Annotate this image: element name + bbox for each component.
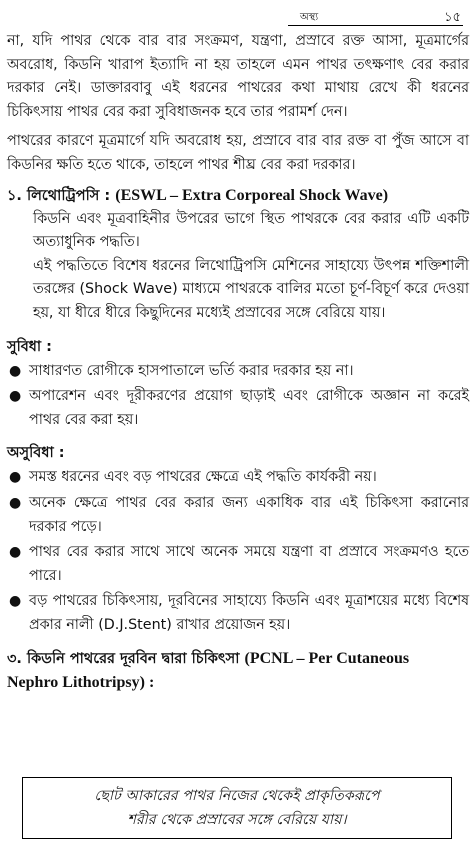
running-head: অস্থ্য <box>300 12 319 23</box>
bullet-icon: ● <box>9 469 22 486</box>
bullet-icon: ● <box>9 494 22 511</box>
bullet-icon: ● <box>9 593 22 610</box>
section-1-paragraph-2: এই পদ্ধতিতে বিশেষ ধরনের লিথোট্রিপসি মেশিনের সাহায্যে উৎপন্ন শক্তিশালী তরঙ্গের (Shock Wave) মাধ্যমে পাথরকে বালির মতো চূর্ণ-বিচূর্ণ করে দেওয়া হয়, যা ধীরে ধীরে কিছুদিনের মধ্যেই প্রস্রাবের সঙ্গে বেরিয়ে যায়। <box>33 257 469 321</box>
section-3-number: ৩. <box>7 651 22 668</box>
section-1-paragraph-1: কিডনি এবং মূত্রবাহিনীর উপরের ভাগে স্থিত পাথরকে বের করার এটি একটি অত্যাধুনিক পদ্ধতি। <box>33 210 469 251</box>
section-3-title-en-line2: Nephro Lithotripsy) : <box>7 674 155 692</box>
callout-line-2: শরীর থেকে প্রস্রাবের সঙ্গে বেরিয়ে যায়। <box>127 812 347 828</box>
page-body <box>7 30 469 695</box>
callout-line-1: ছোট আকারের পাথর নিজের থেকেই প্রাকৃতিকরূপে <box>94 788 380 804</box>
page-number: ১৫ <box>444 10 461 25</box>
advantages-heading: সুবিধা : <box>7 338 52 355</box>
callout-box <box>22 777 452 839</box>
advantages-list <box>7 360 469 433</box>
list-item: ● সমস্ত ধরনের এবং বড় পাথরের ক্ষেত্রে এই পদ্ধতি কার্যকরী নয়। <box>7 466 469 490</box>
bullet-icon: ● <box>9 362 22 379</box>
section-3-heading <box>7 647 469 695</box>
section-1-body <box>7 208 469 326</box>
section-1-heading <box>7 184 469 208</box>
section-1-title-bn: লিথোট্রিপসি : <box>26 187 111 204</box>
section-3-title-en-line1: (PCNL – Per Cutaneous <box>244 650 410 668</box>
intro <box>7 30 469 178</box>
header-rule <box>288 25 463 26</box>
section-1-title-en: (ESWL – Extra Corporeal Shock Wave) <box>115 186 389 204</box>
list-item: ● অপারেশন এবং দূরীকরণের প্রয়োগ ছাড়াই এবং রোগীকে অজ্ঞান না করেই পাথর বের করা হয়। <box>7 385 469 432</box>
disadvantages-heading: অসুবিধা : <box>7 445 65 462</box>
page-header <box>0 10 475 28</box>
intro-paragraph-2: পাথরের কারণে মূত্রমার্গে যদি অবরোধ হয়, প্রস্রাবে বার বার রক্ত বা পুঁজ আসে বা কিডনির ক্ষতি হতে থাকে, তাহলে পাথর শীঘ্র বের করা দরকার। <box>7 133 469 173</box>
section-1-number: ১. <box>7 187 22 204</box>
bullet-icon: ● <box>9 388 22 405</box>
list-item: ● বড় পাথরের চিকিৎসায়, দূরবিনের সাহায্যে কিডনি এবং মূত্রাশয়ের মধ্যে বিশেষ প্রকার নালী (D.J.Stent) রাখার প্রয়োজন হয়। <box>7 590 469 637</box>
intro-paragraph-1: না, যদি পাথর থেকে বার বার সংক্রমণ, যন্ত্রণা, প্রস্রাবে রক্ত আসা, মূত্রমার্গের অবরোধ, কিডনি খারাপ ইত্যাদি না হয় তাহলে এমন পাথর তৎক্ষণাৎ বের করার দরকার নেই। ডাক্তারবাবু এই ধরনের পাথরের কথা মাথায় রেখে কী ধরনের চিকিৎসায় পাথর বের করা সুবিধাজনক হবে তার পরামর্শ দেন। <box>7 33 469 120</box>
list-item: ● সাধারণত রোগীকে হাসপাতালে ভর্তি করার দরকার হয় না। <box>7 360 469 384</box>
bullet-icon: ● <box>9 544 22 561</box>
list-item: ● পাথর বের করার সাথে সাথে অনেক সময়ে যন্ত্রণা বা প্রস্রাবে সংক্রমণও হতে পারে। <box>7 541 469 588</box>
list-item: ● অনেক ক্ষেত্রে পাথর বের করার জন্য একাধিক বার এই চিকিৎসা করানোর দরকার পড়ে। <box>7 492 469 539</box>
disadvantages-list <box>7 466 469 637</box>
section-3-title-bn: কিডনি পাথরের দূরবিন দ্বারা চিকিৎসা <box>27 651 240 668</box>
